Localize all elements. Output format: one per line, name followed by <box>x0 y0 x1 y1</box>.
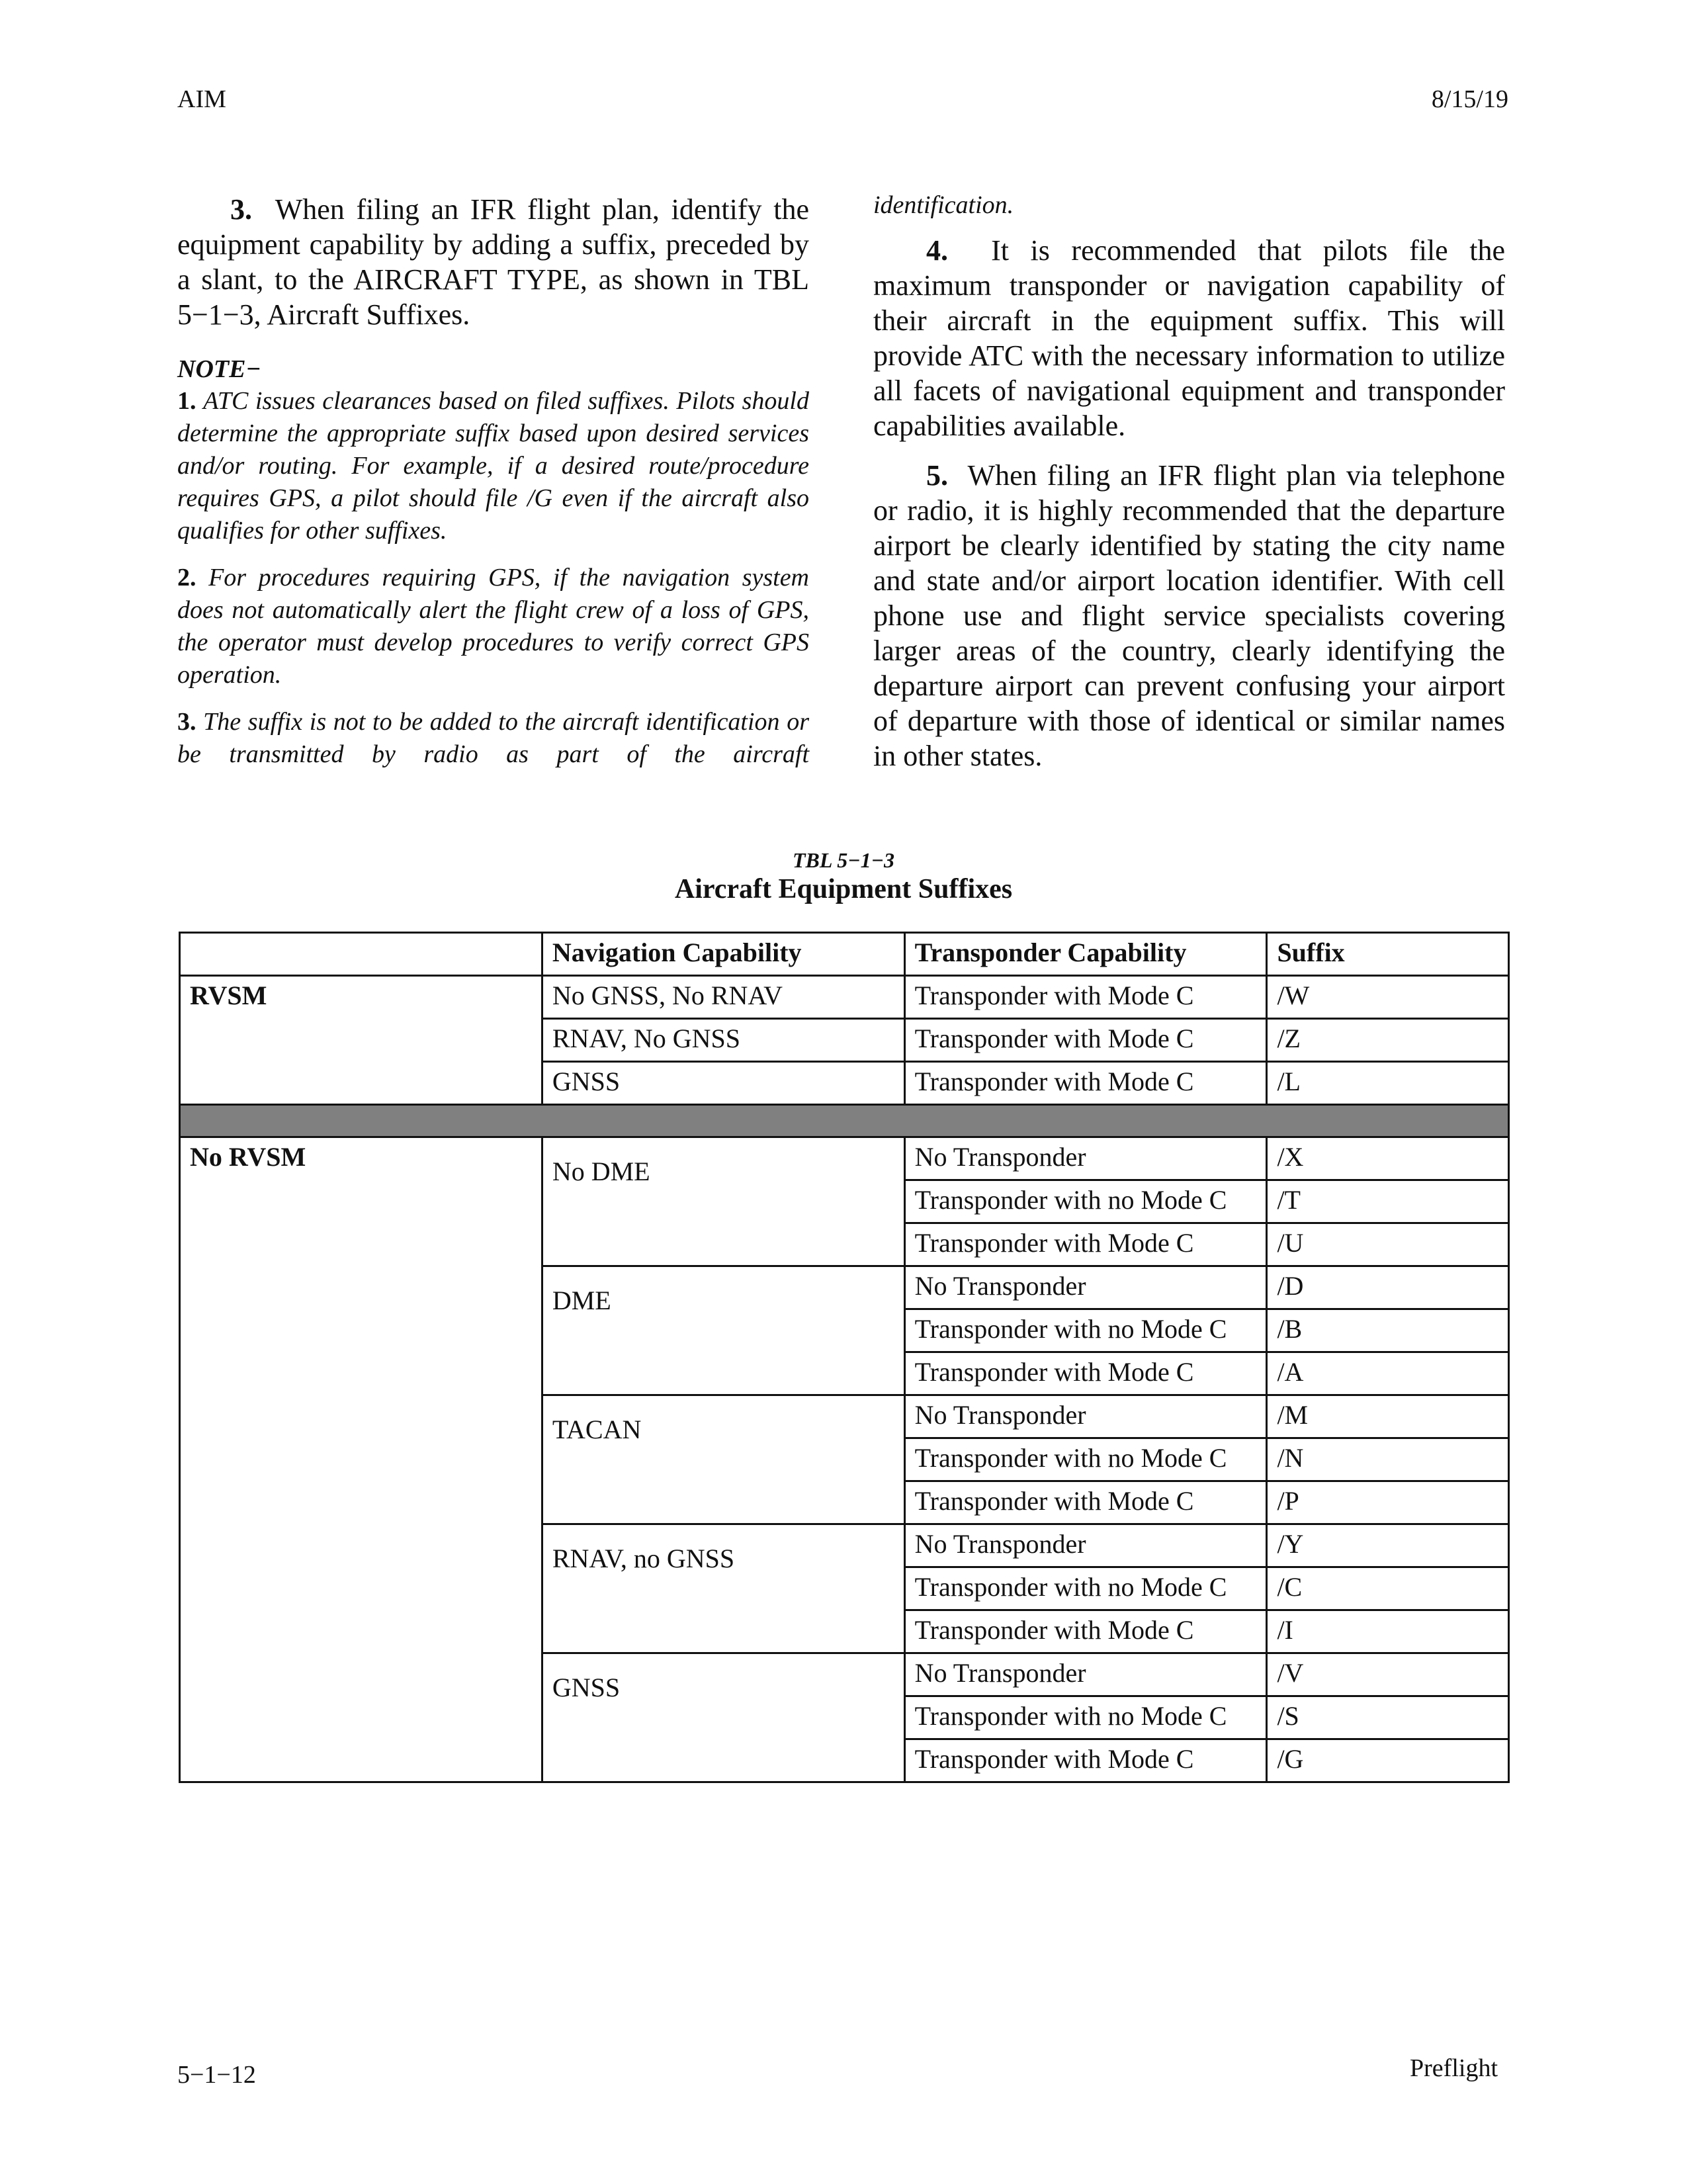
transponder-cell: No Transponder <box>904 1524 1267 1567</box>
paragraph-4: 4. It is recommended that pilots file the maximum transponder or navigation capability of their aircraft in the equipment suffix. This will provide ATC with the necessary information to utilize all facets of navigational equipment and transponder capabilities available. <box>873 234 1506 442</box>
nav-cell: GNSS <box>542 1062 904 1105</box>
transponder-cell: Transponder with no Mode C <box>904 1309 1267 1352</box>
nav-cell: GNSS <box>542 1653 904 1782</box>
suffix-cell: /C <box>1267 1567 1509 1610</box>
separator-cell <box>180 1105 1509 1137</box>
note-3-continued: identification. <box>873 191 1014 219</box>
table-header-row <box>180 933 1509 976</box>
transponder-cell: Transponder with no Mode C <box>904 1180 1267 1223</box>
nav-cell: No DME <box>542 1137 904 1266</box>
transponder-cell: Transponder with Mode C <box>904 976 1267 1019</box>
chapter-name: Preflight <box>1410 2054 1498 2082</box>
group-cell: RVSM <box>180 976 542 1105</box>
paragraph-5: 5. When filing an IFR flight plan via telephone or radio, it is highly recommended that the departure airport be clearly identified by stating the city name and state and/or airport location identifier. With cell phone use and flight service specialists covering larger areas of the country, clearly identifying the departure airport can prevent confusing your airport of departure with those of identical or similar names in other states. <box>873 459 1505 772</box>
group-cell: No RVSM <box>180 1137 542 1782</box>
suffix-cell: /Y <box>1267 1524 1509 1567</box>
transponder-cell: Transponder with Mode C <box>904 1739 1267 1782</box>
page-number: 5−1−12 <box>177 2061 256 2089</box>
suffix-cell: /G <box>1267 1739 1509 1782</box>
transponder-cell: No Transponder <box>904 1653 1267 1696</box>
suffix-cell: /V <box>1267 1653 1509 1696</box>
suffix-cell: /S <box>1267 1696 1509 1739</box>
header-cell: Navigation Capability <box>542 933 904 976</box>
suffix-cell: /U <box>1267 1223 1509 1266</box>
transponder-cell: Transponder with no Mode C <box>904 1567 1267 1610</box>
note-1: 1. ATC issues clearances based on filed suffixes. Pilots should determine the appropriate suffix based upon desired services and/or routing. For example, if a desired route/procedure requires GPS, a pilot should file /G even if the aircraft also qualifies for other suffixes. <box>177 387 809 545</box>
suffix-cell: /X <box>1267 1137 1509 1180</box>
suffix-cell: /N <box>1267 1438 1509 1481</box>
transponder-cell: Transponder with Mode C <box>904 1019 1267 1062</box>
note-2: 2. For procedures requiring GPS, if the navigation system does not automatically alert the flight crew of a loss of GPS, the operator must develop procedures to verify correct GPS operation. <box>177 564 809 689</box>
paragraph-3: 3. When filing an IFR flight plan, identify the equipment capability by adding a suffix, preceded by a slant, to the AIRCRAFT TYPE, as shown in TBL 5−1−3, Aircraft Suffixes. <box>177 193 809 331</box>
suffix-cell: /T <box>1267 1180 1509 1223</box>
transponder-cell: Transponder with Mode C <box>904 1481 1267 1524</box>
table-row <box>180 976 1509 1019</box>
transponder-cell: No Transponder <box>904 1137 1267 1180</box>
transponder-cell: Transponder with Mode C <box>904 1610 1267 1653</box>
suffix-cell: /P <box>1267 1481 1509 1524</box>
transponder-cell: Transponder with Mode C <box>904 1352 1267 1395</box>
note-3: 3. The suffix is not to be added to the aircraft identification or be transmitted by radio as part of the aircraft <box>177 708 809 768</box>
separator-row <box>180 1105 1509 1137</box>
header-cell: Transponder Capability <box>904 933 1267 976</box>
header-cell <box>180 933 542 976</box>
table-row <box>180 1137 1509 1180</box>
suffix-cell: /I <box>1267 1610 1509 1653</box>
transponder-cell: Transponder with Mode C <box>904 1223 1267 1266</box>
suffix-cell: /D <box>1267 1266 1509 1309</box>
transponder-cell: Transponder with no Mode C <box>904 1438 1267 1481</box>
table-label: TBL 5−1−3 <box>792 848 895 872</box>
left-column <box>177 192 809 771</box>
table-title: Aircraft Equipment Suffixes <box>674 874 1013 904</box>
right-column <box>873 192 1505 773</box>
transponder-cell: No Transponder <box>904 1395 1267 1438</box>
header-cell: Suffix <box>1267 933 1509 976</box>
suffix-cell: /L <box>1267 1062 1509 1105</box>
transponder-cell: No Transponder <box>904 1266 1267 1309</box>
running-header-left: AIM <box>177 85 226 113</box>
note-heading: NOTE− <box>177 355 261 383</box>
nav-cell: RNAV, no GNSS <box>542 1524 904 1653</box>
suffix-cell: /A <box>1267 1352 1509 1395</box>
table-body <box>180 976 1509 1782</box>
suffix-cell: /M <box>1267 1395 1509 1438</box>
nav-cell: No GNSS, No RNAV <box>542 976 904 1019</box>
transponder-cell: Transponder with Mode C <box>904 1062 1267 1105</box>
nav-cell: TACAN <box>542 1395 904 1524</box>
running-header-date: 8/15/19 <box>1431 85 1508 113</box>
suffix-cell: /B <box>1267 1309 1509 1352</box>
nav-cell: RNAV, No GNSS <box>542 1019 904 1062</box>
transponder-cell: Transponder with no Mode C <box>904 1696 1267 1739</box>
suffix-cell: /W <box>1267 976 1509 1019</box>
equipment-suffix-table <box>179 932 1510 1783</box>
nav-cell: DME <box>542 1266 904 1395</box>
suffix-cell: /Z <box>1267 1019 1509 1062</box>
